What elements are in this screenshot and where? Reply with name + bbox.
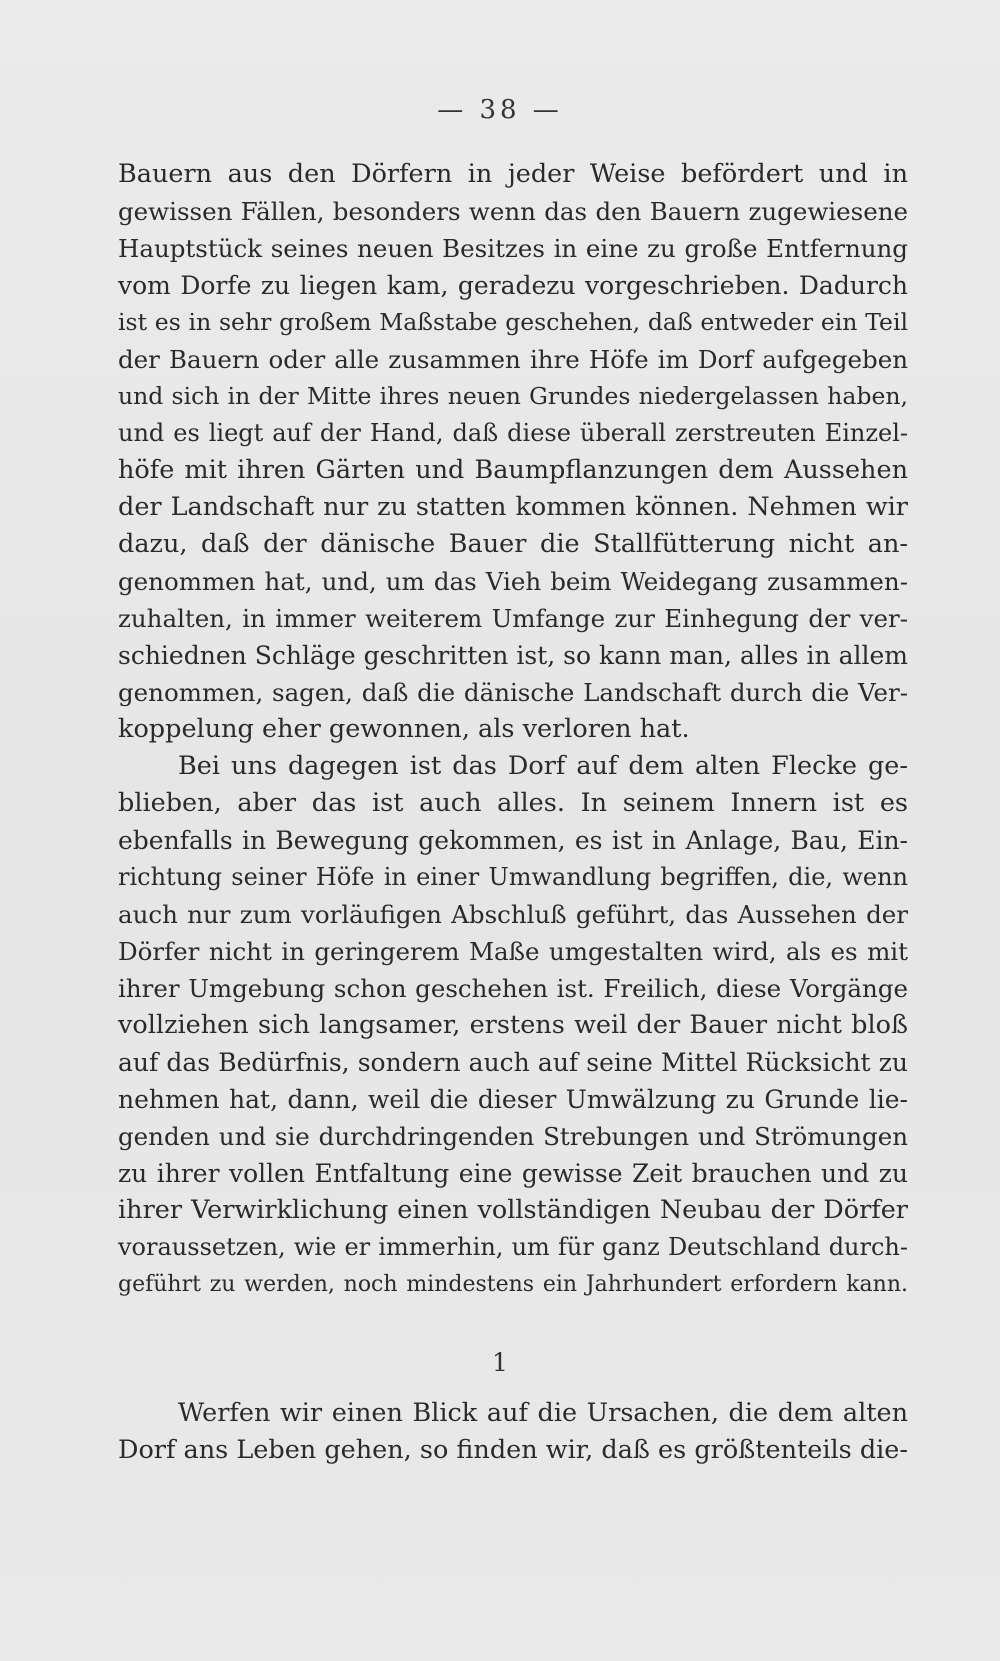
text-line: und sich in der Mitte ihres neuen Grundes niedergelassen haben,	[118, 382, 908, 410]
text-line: Bauern aus den Dörfern in jeder Weise befördert und in	[118, 159, 908, 189]
text-line: vom Dorfe zu liegen kam, geradezu vorgeschrieben. Dadurch	[118, 271, 908, 300]
text-line: ihrer Verwirklichung einen vollständigen Neubau der Dörfer	[118, 1195, 908, 1225]
text-line: koppelung eher gewonnen, als verloren hat.	[118, 714, 690, 744]
text-line: gewissen Fällen, besonders wenn das den Bauern zugewiesene	[118, 197, 908, 226]
paragraph-1	[118, 156, 908, 748]
text-line: und es liegt auf der Hand, daß diese überall zerstreuten Einzel-	[118, 419, 908, 447]
text-line: auf das Bedürfnis, sondern auch auf seine Mittel Rücksicht zu	[118, 1048, 908, 1077]
text-line: Bei uns dagegen ist das Dorf auf dem alten Flecke ge-	[178, 751, 908, 781]
text-line: Hauptstück seines neuen Besitzes in eine zu große Entfernung	[118, 234, 908, 263]
text-line: auch nur zum vorläufigen Abschluß geführt, das Aussehen der	[118, 900, 908, 929]
text-line: höfe mit ihren Gärten und Baumpflanzungen dem Aussehen	[118, 455, 908, 485]
text-line: genden und sie durchdringenden Strebungen und Strömungen	[118, 1122, 908, 1151]
page-number-header: — 38 —	[437, 95, 563, 125]
text-line: zuhalten, in immer weiterem Umfange zur Einhegung der ver-	[118, 604, 908, 633]
paragraph-3	[118, 1395, 908, 1469]
text-line: geführt zu werden, noch mindestens ein Jahrhundert erfordern kann.	[118, 1272, 908, 1297]
text-line: nehmen hat, dann, weil die dieser Umwälzung zu Grunde lie-	[118, 1085, 908, 1114]
text-line: schiednen Schläge geschritten ist, so kann man, alles in allem	[118, 641, 908, 670]
text-line: der Landschaft nur zu statten kommen können. Nehmen wir	[118, 492, 908, 522]
section-text	[118, 1395, 908, 1469]
section-number: 1	[492, 1348, 508, 1377]
text-line: Dorf ans Leben gehen, so finden wir, daß es größtenteils die-	[118, 1435, 909, 1465]
text-line: Werfen wir einen Blick auf die Ursachen, die dem alten	[178, 1398, 908, 1428]
text-line: dazu, daß der dänische Bauer die Stallfütterung nicht an-	[118, 529, 908, 559]
main-text	[118, 156, 908, 1303]
text-line: der Bauern oder alle zusammen ihre Höfe im Dorf aufgegeben	[118, 345, 908, 374]
text-line: voraussetzen, wie er immerhin, um für ganz Deutschland durch-	[118, 1233, 908, 1261]
text-line: blieben, aber das ist auch alles. In seinem Innern ist es	[118, 788, 908, 818]
text-line: zu ihrer vollen Entfaltung eine gewisse Zeit brauchen und zu	[118, 1159, 908, 1188]
text-line: genommen, sagen, daß die dänische Landschaft durch die Ver-	[118, 678, 908, 707]
text-line: genommen hat, und, um das Vieh beim Weidegang zusammen-	[118, 567, 908, 596]
text-line: Dörfer nicht in geringerem Maße umgestalten wird, als es mit	[118, 937, 908, 966]
text-line: ihrer Umgebung schon geschehen ist. Freilich, diese Vorgänge	[118, 974, 908, 1003]
text-line: ebenfalls in Bewegung gekommen, es ist in Anlage, Bau, Ein-	[118, 826, 908, 855]
paragraph-2	[118, 748, 908, 1303]
text-line: ist es in sehr großem Maßstabe geschehen, daß entweder ein Teil	[118, 308, 908, 336]
text-line: richtung seiner Höfe in einer Umwandlung begriffen, die, wenn	[118, 863, 908, 891]
text-line: vollziehen sich langsamer, erstens weil der Bauer nicht bloß	[118, 1010, 908, 1040]
